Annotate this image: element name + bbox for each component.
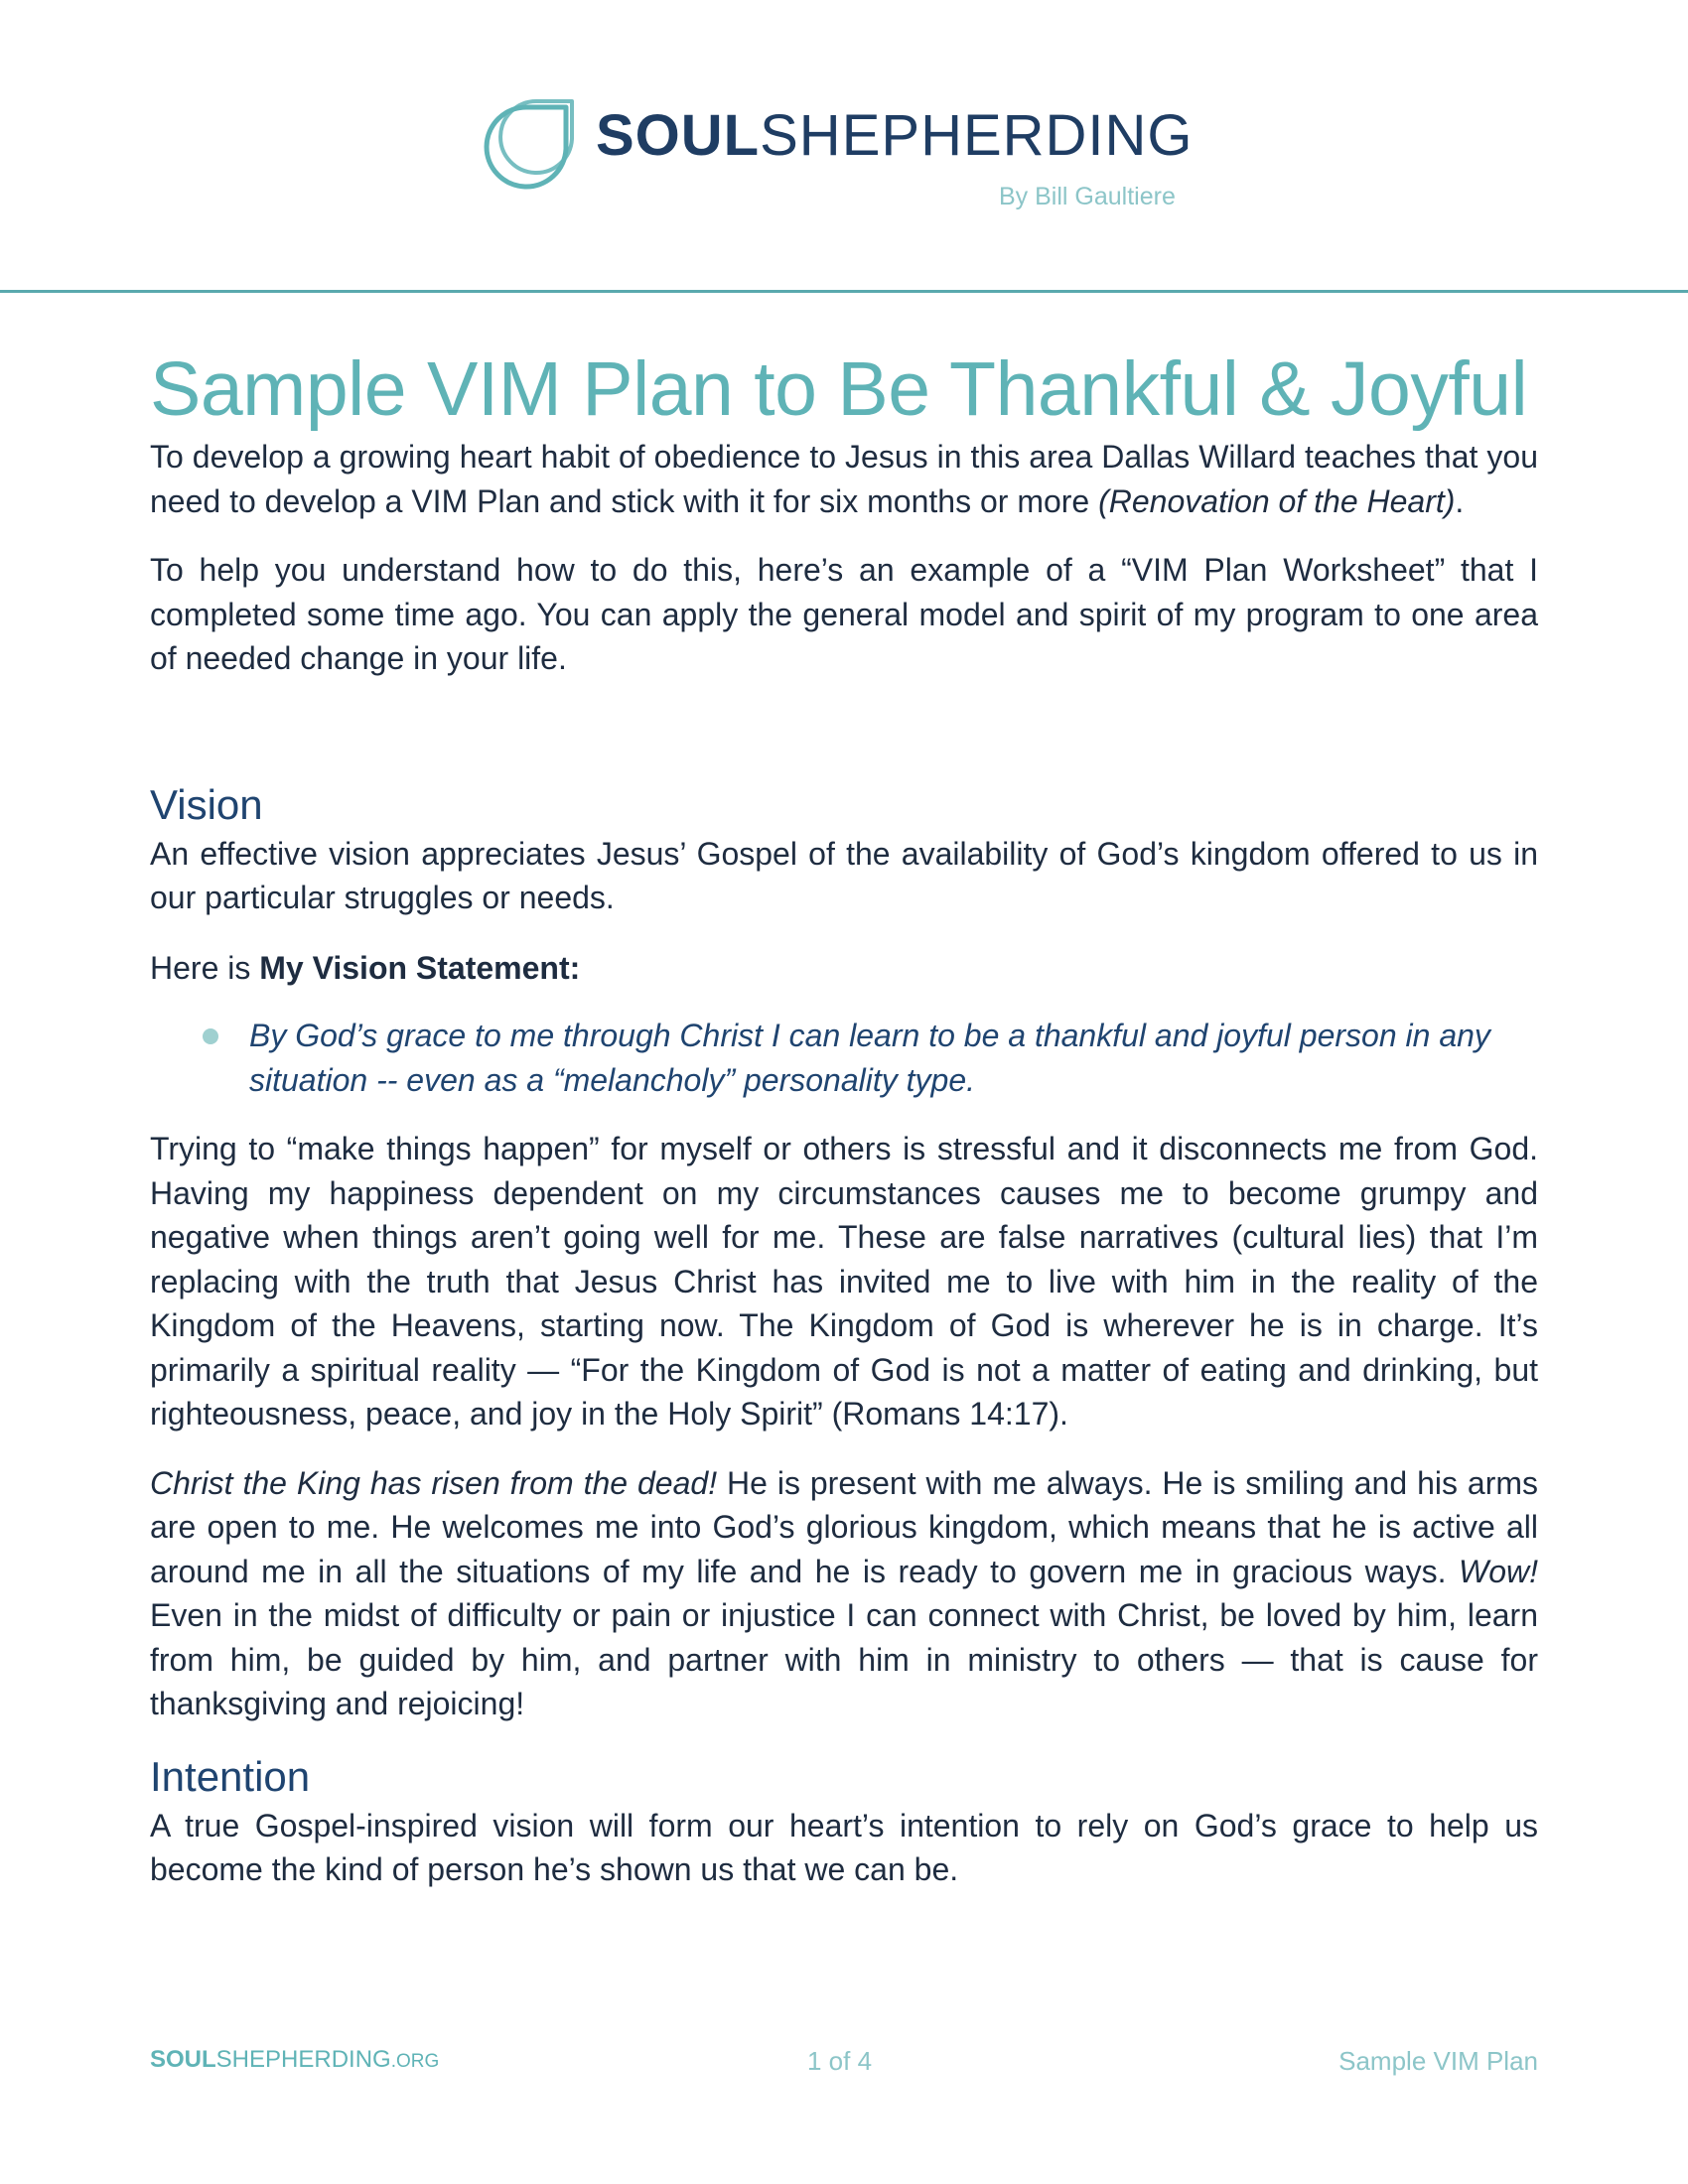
page-footer — [150, 2046, 1538, 2086]
book-citation: (Renovation of the Heart) — [1098, 482, 1456, 519]
footer-doc-name: Sample VIM Plan — [1338, 2046, 1538, 2076]
page-title: Sample VIM Plan to Be Thankful & Joyful — [150, 346, 1528, 432]
vision-p3-end: Even in the midst of difficulty or pain or injustice I can connect with Christ, be loved by him, learn from him, be guided by him, and partner with him in ministry to others — that is cause for thanksgiving and rejoicing! — [150, 1597, 1538, 1721]
intro-p1-text: To develop a growing heart habit of obedience to Jesus in this area Dallas Willard teaches that you need to develop a VIM Plan and stick with it for six months or more — [150, 439, 1538, 519]
footer-site-bold: SOUL — [150, 2046, 216, 2073]
leaf-drop-icon — [475, 95, 578, 199]
vision-statement-text: By God’s grace to me through Christ I can learn to be a thankful and joyful person in any situation -- even as a “melancholy” personality type. — [249, 1018, 1490, 1098]
vision-statement-intro — [150, 946, 1538, 991]
document-body — [150, 343, 1538, 1892]
intro-paragraph-1 — [150, 435, 1538, 523]
page-header — [0, 0, 1688, 291]
intention-paragraph-1: A true Gospel-inspired vision will form our heart’s intention to rely on God’s grace to help us become the kind of person he’s shown us that we can be. — [150, 1807, 1538, 1887]
page-number: 1 of 4 — [807, 2046, 873, 2076]
footer-site-name — [150, 2046, 439, 2074]
vision-statement-bullet — [150, 1014, 1538, 1102]
author-byline: By Bill Gaultiere — [999, 183, 1176, 210]
intro-p1-end: . — [1455, 482, 1465, 519]
footer-site-light: SHEPHERDING — [215, 2046, 391, 2073]
vision-paragraph-3 — [150, 1461, 1538, 1726]
vision-statement-prefix: Here is — [150, 949, 260, 986]
brand-word-light: SHEPHERDING — [760, 103, 1194, 168]
vision-statement-label: My Vision Statement: — [259, 949, 581, 986]
brand-word-bold: SOUL — [596, 103, 761, 168]
vision-p3-mid: He is present with me always. He is smiling and his arms are open to me. He welcomes me into God’s glorious kingdom, which means that he is active all around me in all the situations of my life and he is ready to govern me in gracious ways. — [150, 1464, 1539, 1589]
section-heading-vision: Vision — [150, 780, 263, 828]
vision-paragraph-1: An effective vision appreciates Jesus’ Gospel of the availability of God’s kingdom offered to us in our particular struggles or needs. — [150, 835, 1538, 915]
vision-p3-italic-start: Christ the King has risen from the dead! — [150, 1464, 718, 1501]
intro-paragraph-2: To help you understand how to do this, here’s an example of a “VIM Plan Worksheet” that I completed some time ago. You can apply the general model and spirit of my program to one area of needed change in your life. — [150, 552, 1538, 676]
section-heading-intention: Intention — [150, 1752, 311, 1800]
bullet-dot-icon — [203, 1028, 218, 1044]
brand-wordmark — [596, 103, 1194, 168]
vision-paragraph-2: Trying to “make things happen” for myself or others is stressful and it disconnects me from God. Having my happiness dependent on my circumstances causes me to become grumpy and negative when things aren’t going well for me. These are false narratives (cultural lies) that I’m replacing with the truth that Jesus Christ has invited me to live with him in the reality of the Kingdom of the Heavens, starting now. The Kingdom of God is wherever he is in charge. It’s primarily a spiritual reality — “For the Kingdom of God is not a matter of eating and drinking, but righteousness, peace, and joy in the Holy Spirit” (Romans 14:17). — [150, 1131, 1538, 1432]
footer-site-tld: .ORG — [390, 2051, 440, 2072]
vision-p3-wow: Wow! — [1459, 1553, 1538, 1589]
header-divider — [0, 290, 1688, 293]
